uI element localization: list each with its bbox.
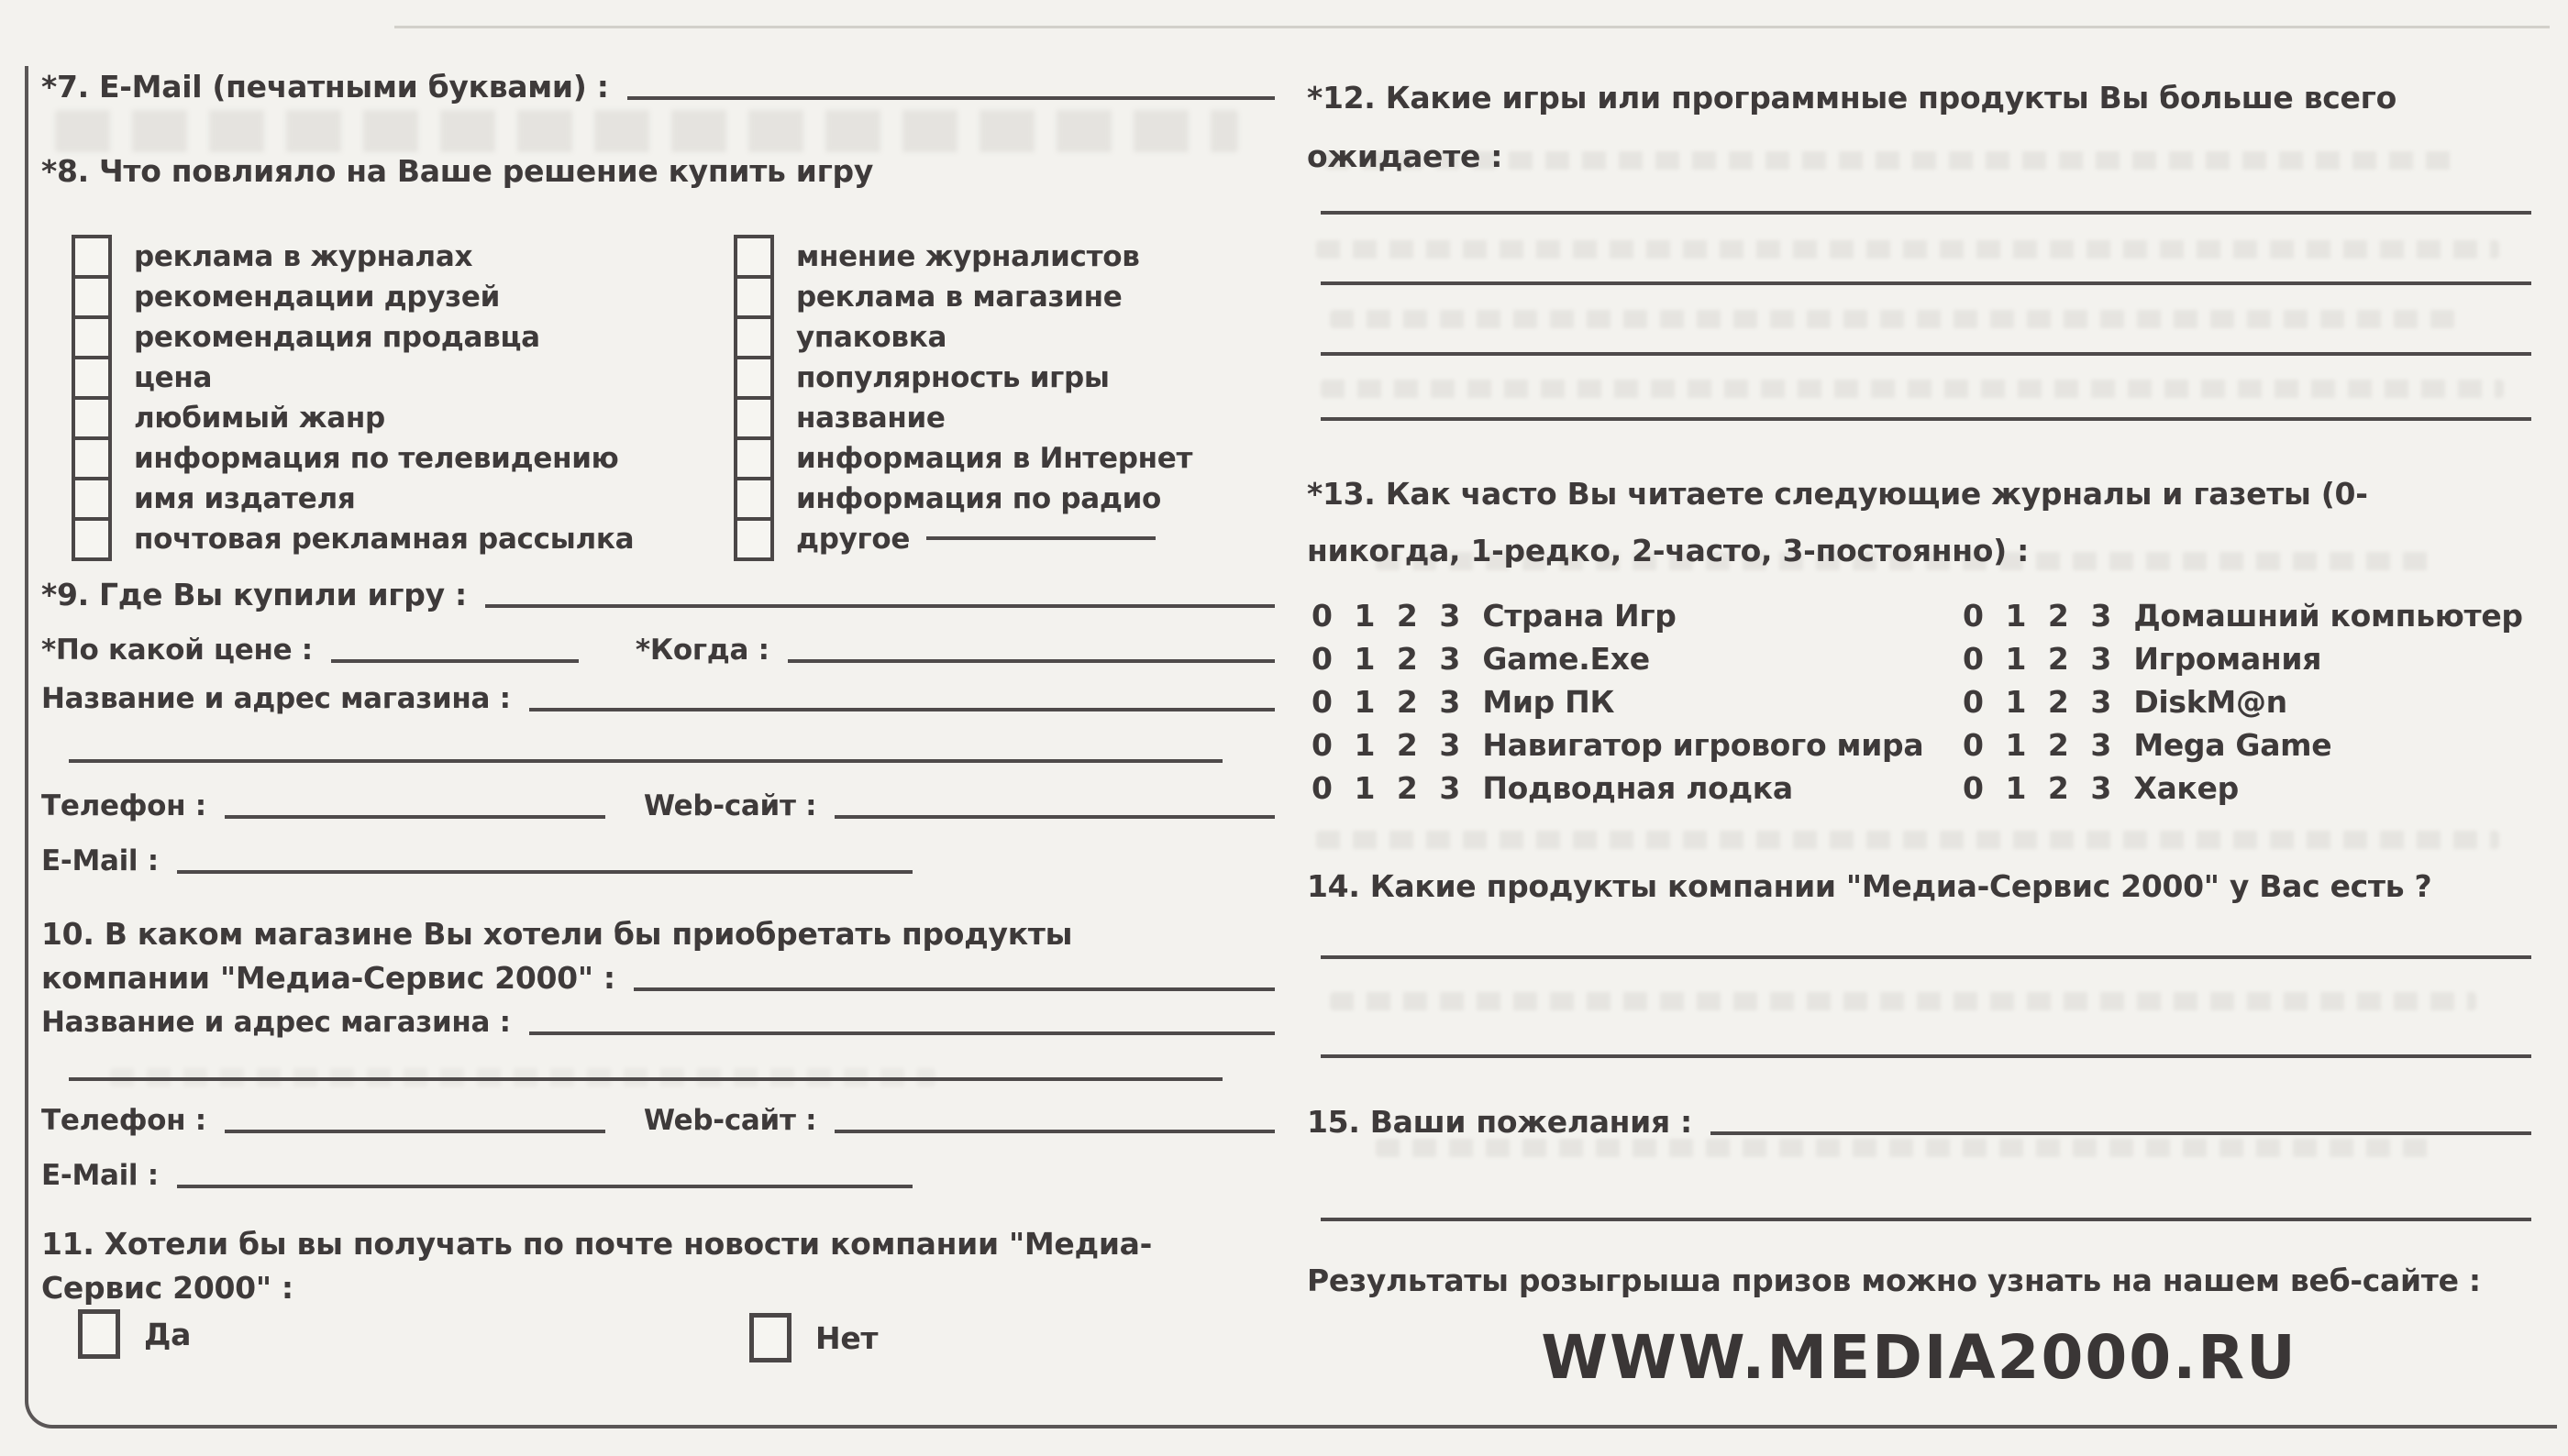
q15-title: 15. Ваши пожелания :	[1307, 1104, 1692, 1140]
phone-label: Телефон :	[41, 1104, 206, 1137]
q12-answer-line[interactable]	[1321, 417, 2531, 421]
q9-row	[41, 578, 1275, 612]
frequency-scale[interactable]: 0 1 2 3	[1963, 770, 2118, 806]
magazine-name: Навигатор игрового мира	[1482, 727, 1924, 763]
magazine-row	[1963, 641, 2523, 684]
q11-yes-option	[78, 1309, 191, 1359]
q8-option-row	[72, 235, 723, 279]
magazine-name: Mega Game	[2133, 727, 2332, 763]
q9-price-when-row	[41, 634, 1275, 667]
q10-phone-web-row	[41, 1105, 1275, 1138]
magazine-row	[1963, 727, 2523, 770]
frequency-scale[interactable]: 0 1 2 3	[1312, 684, 1467, 720]
frequency-scale[interactable]: 0 1 2 3	[1312, 727, 1467, 763]
magazine-row	[1963, 770, 2523, 813]
card-top-edge	[394, 26, 2550, 28]
magazine-row	[1963, 598, 2523, 641]
checkbox[interactable]	[734, 315, 774, 359]
q8-option-row	[72, 396, 723, 440]
option-label: информация по радио	[796, 482, 1162, 515]
checkbox[interactable]	[734, 436, 774, 480]
shop-label: Название и адрес магазина :	[41, 1006, 511, 1039]
bleedthrough-artifact	[1316, 240, 2499, 259]
no-checkbox[interactable]	[749, 1313, 791, 1362]
checkbox[interactable]	[72, 315, 112, 359]
checkbox[interactable]	[734, 396, 774, 440]
checkbox[interactable]	[72, 396, 112, 440]
phone-answer-line[interactable]	[225, 815, 605, 819]
checkbox[interactable]	[734, 517, 774, 561]
other-answer-line[interactable]	[926, 536, 1156, 540]
q9-price-label: *По какой цене :	[41, 634, 313, 667]
q8-option-row	[72, 517, 723, 561]
q9-phone-web-row	[41, 790, 1275, 823]
magazine-name: DiskM@n	[2133, 684, 2287, 720]
q12-answer-line[interactable]	[1321, 352, 2531, 356]
magazine-row	[1312, 641, 1923, 684]
price-answer-line[interactable]	[331, 659, 579, 663]
phone-answer-line[interactable]	[225, 1130, 605, 1133]
q15-answer-line[interactable]	[1710, 1131, 2531, 1135]
magazine-name: Домашний компьютер	[2133, 598, 2523, 634]
q10-email-row	[41, 1160, 913, 1193]
q9-when-label: *Когда :	[635, 634, 769, 667]
shop-answer-line-2[interactable]	[69, 1077, 1223, 1081]
frequency-scale[interactable]: 0 1 2 3	[1963, 684, 2118, 720]
q9-label: *9. Где Вы купили игру :	[41, 577, 467, 612]
q15-row	[1307, 1105, 2531, 1140]
option-label: название	[796, 402, 946, 435]
shop-answer-line-2[interactable]	[69, 759, 1223, 763]
magazine-row	[1312, 727, 1923, 770]
q8-option-row	[72, 436, 723, 480]
checkbox[interactable]	[72, 356, 112, 400]
checkbox[interactable]	[72, 235, 112, 279]
option-label: популярность игры	[796, 361, 1110, 394]
q8-option-row	[734, 477, 1275, 521]
yes-checkbox[interactable]	[78, 1309, 120, 1359]
magazine-name: Подводная лодка	[1482, 770, 1793, 806]
magazine-row	[1312, 684, 1923, 727]
q8-option-row-other	[734, 517, 1275, 561]
checkbox[interactable]	[72, 275, 112, 319]
q14-answer-line[interactable]	[1321, 955, 2531, 959]
option-label: любимый жанр	[134, 402, 385, 435]
q8-option-row	[734, 396, 1275, 440]
web-label: Web-сайт :	[643, 789, 817, 822]
q8-title: *8. Что повлияло на Ваше решение купить игру	[41, 153, 874, 189]
option-label: реклама в магазине	[796, 281, 1123, 314]
q9-email-row	[41, 845, 913, 878]
checkbox[interactable]	[72, 517, 112, 561]
magazine-name: Игромания	[2133, 641, 2322, 677]
q9-shop-row	[41, 683, 1275, 716]
bleedthrough-artifact	[1376, 1139, 2430, 1157]
q12-answer-line[interactable]	[1321, 211, 2531, 215]
option-label: имя издателя	[134, 482, 356, 515]
magazine-row	[1312, 770, 1923, 813]
q14-answer-line[interactable]	[1321, 1054, 2531, 1058]
magazine-name: Game.Exe	[1482, 641, 1650, 677]
web-answer-line[interactable]	[835, 1130, 1275, 1133]
frequency-scale[interactable]: 0 1 2 3	[1963, 598, 2118, 634]
frequency-scale[interactable]: 0 1 2 3	[1312, 641, 1467, 677]
email-answer-line[interactable]	[177, 1185, 913, 1188]
q8-option-row	[734, 315, 1275, 359]
yes-label: Да	[144, 1316, 192, 1352]
q8-option-row	[734, 436, 1275, 480]
option-label: цена	[134, 361, 213, 394]
q11-title-line1: 11. Хотели бы вы получать по почте новости компании "Медиа-	[41, 1226, 1153, 1262]
q10-title-line2-row	[41, 961, 1275, 996]
q10-shop-row	[41, 1007, 1275, 1040]
email-answer-line[interactable]	[177, 870, 913, 874]
q8-option-row	[734, 356, 1275, 400]
checkbox[interactable]	[734, 356, 774, 400]
q8-option-row	[72, 275, 723, 319]
magazine-row	[1963, 684, 2523, 727]
q12-title-line1: *12. Какие игры или программные продукты Вы больше всего	[1307, 80, 2396, 116]
bleedthrough-artifact	[1330, 992, 2476, 1010]
option-label: реклама в журналах	[134, 240, 473, 273]
option-label: информация по телевидению	[134, 442, 619, 475]
q8-option-row	[72, 356, 723, 400]
option-label: мнение журналистов	[796, 240, 1140, 273]
q14-title: 14. Какие продукты компании "Медиа-Сервис 2000" у Вас есть ?	[1307, 868, 2432, 904]
q8-options-left	[72, 235, 723, 561]
q12-title-line2: ожидаете :	[1307, 138, 1503, 174]
q8-options-right	[734, 235, 1275, 561]
q13-title-line1: *13. Как часто Вы читаете следующие журналы и газеты (0-	[1307, 476, 2368, 512]
shop-label: Название и адрес магазина :	[41, 682, 511, 715]
email-label: E-Mail :	[41, 1159, 159, 1192]
email-label: E-Mail :	[41, 844, 159, 877]
frequency-scale[interactable]: 0 1 2 3	[1963, 727, 2118, 763]
checkbox[interactable]	[734, 235, 774, 279]
web-label: Web-сайт :	[643, 1104, 817, 1137]
q8-option-row	[734, 235, 1275, 279]
q12-answer-line[interactable]	[1321, 281, 2531, 285]
q13-magazines-right	[1963, 598, 2523, 813]
q11-no-option	[749, 1313, 878, 1362]
frequency-scale[interactable]: 0 1 2 3	[1312, 770, 1467, 806]
when-answer-line[interactable]	[788, 659, 1275, 663]
q11-title-line2: Сервис 2000" :	[41, 1270, 293, 1306]
website-url: WWW.MEDIA2000.RU	[1541, 1322, 2297, 1393]
q15-answer-line-2[interactable]	[1321, 1218, 2531, 1221]
checkbox[interactable]	[72, 477, 112, 521]
phone-label: Телефон :	[41, 789, 206, 822]
q13-magazines-left	[1312, 598, 1923, 813]
option-label: рекомендация продавца	[134, 321, 540, 354]
magazine-name: Мир ПК	[1482, 684, 1615, 720]
no-label: Нет	[815, 1319, 879, 1356]
q7-label: *7. E-Mail (печатными буквами) :	[41, 69, 609, 105]
option-label: почтовая рекламная рассылка	[134, 523, 635, 556]
frequency-scale[interactable]: 0 1 2 3	[1312, 598, 1467, 634]
magazine-row	[1312, 598, 1923, 641]
frequency-scale[interactable]: 0 1 2 3	[1963, 641, 2118, 677]
shop-answer-line[interactable]	[529, 1031, 1275, 1035]
bleedthrough-artifact	[1321, 380, 2504, 398]
magazine-name: Хакер	[2133, 770, 2239, 806]
option-label: информация в Интернет	[796, 442, 1193, 475]
checkbox[interactable]	[734, 275, 774, 319]
q8-option-row	[72, 477, 723, 521]
magazine-name: Страна Игр	[1482, 598, 1677, 634]
checkbox[interactable]	[72, 436, 112, 480]
web-answer-line[interactable]	[835, 815, 1275, 819]
checkbox[interactable]	[734, 477, 774, 521]
option-label: упаковка	[796, 321, 947, 354]
q7-answer-line[interactable]	[627, 96, 1275, 100]
option-label: другое	[796, 523, 911, 556]
bleedthrough-artifact	[1330, 310, 2458, 328]
footer-note: Результаты розыгрыша призов можно узнать на нашем веб-сайте :	[1307, 1263, 2481, 1298]
q10-title-line2: компании "Медиа-Сервис 2000" :	[41, 960, 615, 996]
option-label: рекомендации друзей	[134, 281, 500, 314]
q13-title-line2: никогда, 1-редко, 2-часто, 3-постоянно) :	[1307, 533, 2029, 568]
q7-row	[41, 70, 1275, 105]
shop-answer-line[interactable]	[529, 708, 1275, 711]
q8-option-row	[72, 315, 723, 359]
bleedthrough-artifact	[55, 110, 1238, 152]
q10-answer-line[interactable]	[634, 987, 1275, 991]
q9-answer-line[interactable]	[485, 604, 1275, 608]
q8-option-row	[734, 275, 1275, 319]
q10-title-line1: 10. В каком магазине Вы хотели бы приобретать продукты	[41, 916, 1073, 952]
bleedthrough-artifact	[1316, 831, 2499, 849]
